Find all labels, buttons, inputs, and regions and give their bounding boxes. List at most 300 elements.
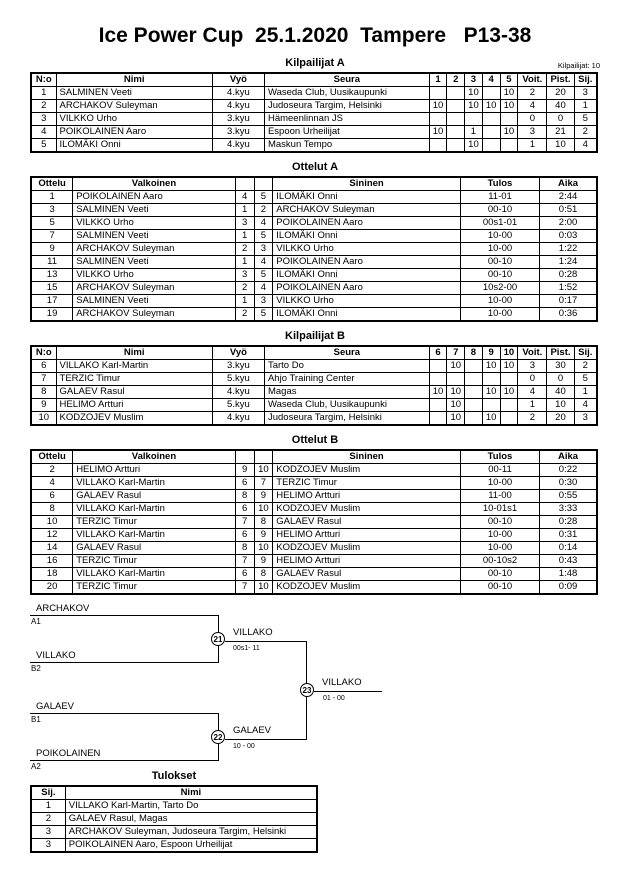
blue-player: HELIMO Artturi xyxy=(273,529,461,542)
col-header-match: Ottelu xyxy=(31,450,73,464)
match-row xyxy=(31,477,597,490)
match-time: 1:48 xyxy=(540,568,597,581)
result-row xyxy=(31,800,317,813)
match-number: 4 xyxy=(31,477,73,490)
white-player-number: 4 xyxy=(235,191,254,204)
match-number: 12 xyxy=(31,529,73,542)
bracket-line xyxy=(30,713,219,714)
grid-score xyxy=(465,373,483,386)
grid-score: 10 xyxy=(447,412,465,426)
grid-score xyxy=(429,87,447,100)
white-player-number: 1 xyxy=(235,295,254,308)
grid-score: 10 xyxy=(482,100,500,113)
col-header-wins: Voit. xyxy=(518,346,547,360)
grid-score: 10 xyxy=(482,386,500,399)
competitor-club: Waseda Club, Uusikaupunki xyxy=(264,87,429,100)
grid-score: 10 xyxy=(500,100,518,113)
bracket-line xyxy=(225,641,307,642)
competitor-row xyxy=(31,139,597,153)
competitor-name: ILOMÄKI Onni xyxy=(56,139,212,153)
competitor-name: ARCHAKOV Suleyman xyxy=(56,100,212,113)
white-player-number: 1 xyxy=(235,204,254,217)
competitor-number: 1 xyxy=(31,87,56,100)
grid-score: 10 xyxy=(500,360,518,373)
competitor-place: 1 xyxy=(574,100,597,113)
grid-score: 10 xyxy=(500,126,518,139)
match-22-circle: 22 xyxy=(211,730,225,744)
col-header-time: Aika xyxy=(540,177,597,191)
match-result: 10-00 xyxy=(460,477,539,490)
grid-score: 10 xyxy=(429,100,447,113)
match-row xyxy=(31,230,597,243)
blue-player: POIKOLAINEN Aaro xyxy=(273,256,461,269)
match-number: 2 xyxy=(31,464,73,477)
blue-player: ARCHAKOV Suleyman xyxy=(273,204,461,217)
competitor-wins: 3 xyxy=(518,360,547,373)
group-a-header-row xyxy=(31,73,597,87)
competitor-place: 2 xyxy=(574,126,597,139)
col-header-opp9: 9 xyxy=(482,346,500,360)
competitor-number: 5 xyxy=(31,139,56,153)
result-row xyxy=(31,826,317,839)
white-player: POIKOLAINEN Aaro xyxy=(73,191,236,204)
match-row xyxy=(31,529,597,542)
match-number: 6 xyxy=(31,490,73,503)
match-row xyxy=(31,542,597,555)
white-player-number: 7 xyxy=(235,516,254,529)
competitor-club: Judoseura Targim, Helsinki xyxy=(264,412,429,426)
grid-score: 10 xyxy=(482,360,500,373)
competitor-number: 9 xyxy=(31,399,56,412)
col-header-blue: Sininen xyxy=(273,177,461,191)
competitor-belt: 5.kyu xyxy=(212,373,264,386)
grid-score: 10 xyxy=(429,126,447,139)
competitor-wins: 3 xyxy=(518,126,547,139)
match-time: 2:44 xyxy=(540,191,597,204)
group-a-heading-row xyxy=(30,56,600,70)
col-header-opp4: 4 xyxy=(482,73,500,87)
bracket-semi2-top-seed: B1 xyxy=(31,715,41,724)
bracket-semi1-winner: VILLAKO xyxy=(233,627,273,638)
white-player: SALMINEN Veeti xyxy=(73,256,236,269)
competitor-points: 10 xyxy=(547,139,574,153)
grid-score xyxy=(465,113,483,126)
grid-score xyxy=(447,126,465,139)
match-row xyxy=(31,256,597,269)
blue-player: VILKKO Urho xyxy=(273,243,461,256)
competitor-points: 30 xyxy=(547,360,574,373)
white-player-number: 2 xyxy=(235,308,254,322)
match-result: 10s2-00 xyxy=(460,282,539,295)
competitor-wins: 1 xyxy=(518,139,547,153)
match-number: 7 xyxy=(31,230,73,243)
blue-player-number: 5 xyxy=(254,230,273,243)
match-row xyxy=(31,568,597,581)
grid-score: 10 xyxy=(482,412,500,426)
competitor-points: 20 xyxy=(547,412,574,426)
grid-score xyxy=(429,399,447,412)
blue-player: ILOMÄKI Onni xyxy=(273,230,461,243)
white-player-number: 2 xyxy=(235,243,254,256)
col-header-opp8: 8 xyxy=(465,346,483,360)
competitor-club: Waseda Club, Uusikaupunki xyxy=(264,399,429,412)
match-number: 14 xyxy=(31,542,73,555)
grid-score xyxy=(500,373,518,386)
page-title: Ice Power Cup 25.1.2020 Tampere P13-38 xyxy=(98,24,532,47)
col-header-blue-no xyxy=(254,450,273,464)
white-player: TERZIC Timur xyxy=(73,516,236,529)
blue-player: VILKKO Urho xyxy=(273,295,461,308)
competitor-place: 2 xyxy=(574,360,597,373)
bracket-semi1-bottom-name: VILLAKO xyxy=(36,650,76,661)
match-time: 0:03 xyxy=(540,230,597,243)
col-header-belt: Vyö xyxy=(212,73,264,87)
col-header-opp3: 3 xyxy=(465,73,483,87)
competitor-name: TERZIC Timur xyxy=(56,373,212,386)
white-player-number: 7 xyxy=(235,581,254,595)
match-number: 5 xyxy=(31,217,73,230)
competitor-belt: 3.kyu xyxy=(212,360,264,373)
competitor-club: Judoseura Targim, Helsinki xyxy=(264,100,429,113)
competitor-place: 5 xyxy=(574,113,597,126)
col-header-no: N:o xyxy=(31,346,56,360)
white-player-number: 8 xyxy=(235,490,254,503)
blue-player-number: 10 xyxy=(254,581,273,595)
blue-player: GALAEV Rasul xyxy=(273,516,461,529)
match-result: 00-11 xyxy=(460,464,539,477)
competitor-place: 4 xyxy=(574,139,597,153)
match-time: 2:00 xyxy=(540,217,597,230)
white-player: TERZIC Timur xyxy=(73,555,236,568)
bracket-line xyxy=(225,739,307,740)
match-number: 17 xyxy=(31,295,73,308)
grid-score xyxy=(465,412,483,426)
bracket-semi2-bottom-seed: A2 xyxy=(31,762,41,771)
competitor-name: SALMINEN Veeti xyxy=(56,87,212,100)
white-player-number: 1 xyxy=(235,230,254,243)
col-header-club: Seura xyxy=(264,73,429,87)
competitor-name: KODZOJEV Muslim xyxy=(56,412,212,426)
competitor-belt: 4.kyu xyxy=(212,139,264,153)
blue-player-number: 5 xyxy=(254,308,273,322)
match-number: 16 xyxy=(31,555,73,568)
blue-player: KODZOJEV Muslim xyxy=(273,542,461,555)
competitor-club: Magas xyxy=(264,386,429,399)
competitor-wins: 0 xyxy=(518,373,547,386)
competitor-number: 2 xyxy=(31,100,56,113)
grid-score xyxy=(482,139,500,153)
group-a-table xyxy=(30,72,598,153)
competitor-points: 20 xyxy=(547,87,574,100)
competitor-points: 10 xyxy=(547,399,574,412)
col-header-place: Sij. xyxy=(574,346,597,360)
white-player-number: 3 xyxy=(235,269,254,282)
grid-score: 10 xyxy=(500,87,518,100)
medal-bracket xyxy=(30,602,600,771)
white-player-number: 6 xyxy=(235,529,254,542)
white-player: SALMINEN Veeti xyxy=(73,204,236,217)
match-number: 19 xyxy=(31,308,73,322)
match-number: 1 xyxy=(31,191,73,204)
col-header-name: Nimi xyxy=(56,73,212,87)
competitor-row xyxy=(31,386,597,399)
match-result: 00-10 xyxy=(460,204,539,217)
grid-score xyxy=(500,412,518,426)
match-number: 15 xyxy=(31,282,73,295)
match-number: 9 xyxy=(31,243,73,256)
white-player: VILLAKO Karl-Martin xyxy=(73,503,236,516)
competitor-wins: 2 xyxy=(518,412,547,426)
competitor-number: 6 xyxy=(31,360,56,373)
white-player-number: 7 xyxy=(235,555,254,568)
match-result: 00-10 xyxy=(460,269,539,282)
grid-score: 10 xyxy=(465,100,483,113)
match-row xyxy=(31,217,597,230)
matches-a-heading-row xyxy=(30,160,600,174)
white-player: GALAEV Rasul xyxy=(73,490,236,503)
match-time: 1:22 xyxy=(540,243,597,256)
grid-score: 10 xyxy=(447,360,465,373)
grid-score xyxy=(447,100,465,113)
col-header-points: Pist. xyxy=(547,346,574,360)
blue-player: KODZOJEV Muslim xyxy=(273,464,461,477)
competitor-wins: 4 xyxy=(518,100,547,113)
competitor-row xyxy=(31,360,597,373)
competitor-club: Maskun Tempo xyxy=(264,139,429,153)
match-21-circle: 21 xyxy=(211,632,225,646)
competitor-club: Tarto Do xyxy=(264,360,429,373)
competitor-row xyxy=(31,399,597,412)
blue-player-number: 2 xyxy=(254,204,273,217)
competitor-number: 7 xyxy=(31,373,56,386)
grid-score xyxy=(482,126,500,139)
bracket-semi2-winner: GALAEV xyxy=(233,725,272,736)
col-header-name: Nimi xyxy=(65,786,317,800)
match-time: 0:36 xyxy=(540,308,597,322)
bracket-final-score: 01 - 00 xyxy=(323,695,345,702)
result-place: 2 xyxy=(31,813,65,826)
blue-player-number: 3 xyxy=(254,243,273,256)
blue-player: POIKOLAINEN Aaro xyxy=(273,282,461,295)
competitor-number: 10 xyxy=(31,412,56,426)
bracket-line xyxy=(30,662,219,663)
white-player: ARCHAKOV Suleyman xyxy=(73,308,236,322)
match-time: 1:24 xyxy=(540,256,597,269)
result-place: 3 xyxy=(31,839,65,853)
competitor-row xyxy=(31,100,597,113)
results-table xyxy=(30,785,318,853)
competitor-belt: 3.kyu xyxy=(212,126,264,139)
grid-score xyxy=(429,373,447,386)
group-b-heading: Kilpailijat B xyxy=(285,330,345,342)
grid-score xyxy=(429,360,447,373)
competitor-row xyxy=(31,373,597,386)
match-time: 0:30 xyxy=(540,477,597,490)
match-number: 20 xyxy=(31,581,73,595)
competitor-place: 3 xyxy=(574,412,597,426)
blue-player-number: 10 xyxy=(254,503,273,516)
blue-player-number: 8 xyxy=(254,568,273,581)
grid-score xyxy=(465,386,483,399)
match-result: 10-00 xyxy=(460,243,539,256)
white-player: VILLAKO Karl-Martin xyxy=(73,568,236,581)
col-header-white-no xyxy=(235,450,254,464)
col-header-opp7: 7 xyxy=(447,346,465,360)
match-result: 11-01 xyxy=(460,191,539,204)
match-row xyxy=(31,295,597,308)
competitor-name: GALAEV Rasul xyxy=(56,386,212,399)
bracket-final-winner: VILLAKO xyxy=(322,677,362,688)
competitor-belt: 4.kyu xyxy=(212,100,264,113)
competitor-number: 8 xyxy=(31,386,56,399)
blue-player-number: 4 xyxy=(254,282,273,295)
white-player-number: 3 xyxy=(235,217,254,230)
competitor-belt: 4.kyu xyxy=(212,412,264,426)
grid-score xyxy=(500,113,518,126)
matches-a-heading: Ottelut A xyxy=(291,161,339,173)
grid-score: 10 xyxy=(429,386,447,399)
col-header-white: Valkoinen xyxy=(73,177,236,191)
match-result: 00-10 xyxy=(460,581,539,595)
competitor-row xyxy=(31,87,597,100)
col-header-opp6: 6 xyxy=(429,346,447,360)
blue-player-number: 10 xyxy=(254,464,273,477)
col-header-name: Nimi xyxy=(56,346,212,360)
match-result: 00s1-01 xyxy=(460,217,539,230)
grid-score xyxy=(465,399,483,412)
blue-player: KODZOJEV Muslim xyxy=(273,503,461,516)
match-row xyxy=(31,581,597,595)
white-player-number: 6 xyxy=(235,477,254,490)
blue-player-number: 8 xyxy=(254,516,273,529)
blue-player-number: 7 xyxy=(254,477,273,490)
col-header-opp2: 2 xyxy=(447,73,465,87)
competitor-wins: 2 xyxy=(518,87,547,100)
blue-player: HELIMO Artturi xyxy=(273,555,461,568)
match-number: 8 xyxy=(31,503,73,516)
grid-score xyxy=(429,113,447,126)
bracket-semi2-score: 10 - 00 xyxy=(233,743,255,750)
white-player: SALMINEN Veeti xyxy=(73,295,236,308)
group-b-heading-row xyxy=(30,329,600,343)
grid-score: 10 xyxy=(465,87,483,100)
grid-score xyxy=(447,139,465,153)
white-player: HELIMO Artturi xyxy=(73,464,236,477)
match-row xyxy=(31,464,597,477)
white-player-number: 2 xyxy=(235,282,254,295)
competitor-row xyxy=(31,113,597,126)
col-header-belt: Vyö xyxy=(212,346,264,360)
match-row xyxy=(31,516,597,529)
bracket-semi1-top-seed: A1 xyxy=(31,617,41,626)
matches-a-table xyxy=(30,176,598,322)
col-header-club: Seura xyxy=(264,346,429,360)
col-header-blue-no xyxy=(254,177,273,191)
match-number: 13 xyxy=(31,269,73,282)
competitor-wins: 0 xyxy=(518,113,547,126)
white-player-number: 6 xyxy=(235,503,254,516)
blue-player: KODZOJEV Muslim xyxy=(273,581,461,595)
competitor-belt: 4.kyu xyxy=(212,87,264,100)
result-name: ARCHAKOV Suleyman, Judoseura Targim, Helsinki xyxy=(65,826,317,839)
bracket-line xyxy=(30,615,219,616)
blue-player: POIKOLAINEN Aaro xyxy=(273,217,461,230)
grid-score xyxy=(447,373,465,386)
col-header-points: Pist. xyxy=(547,73,574,87)
blue-player-number: 5 xyxy=(254,269,273,282)
blue-player-number: 4 xyxy=(254,217,273,230)
grid-score xyxy=(447,87,465,100)
competitor-place: 4 xyxy=(574,399,597,412)
grid-score xyxy=(447,113,465,126)
competitor-wins: 1 xyxy=(518,399,547,412)
match-row xyxy=(31,191,597,204)
match-row xyxy=(31,204,597,217)
competitor-points: 21 xyxy=(547,126,574,139)
grid-score xyxy=(500,139,518,153)
match-result: 00-10 xyxy=(460,568,539,581)
match-result: 10-00 xyxy=(460,529,539,542)
match-number: 18 xyxy=(31,568,73,581)
blue-player: TERZIC Timur xyxy=(273,477,461,490)
bracket-line xyxy=(314,691,382,692)
blue-player: HELIMO Artturi xyxy=(273,490,461,503)
result-row xyxy=(31,813,317,826)
match-number: 3 xyxy=(31,204,73,217)
col-header-opp5: 5 xyxy=(500,73,518,87)
match-time: 0:31 xyxy=(540,529,597,542)
grid-score xyxy=(482,399,500,412)
white-player: VILLAKO Karl-Martin xyxy=(73,529,236,542)
match-result: 00-10 xyxy=(460,516,539,529)
white-player: VILKKO Urho xyxy=(73,217,236,230)
match-time: 0:14 xyxy=(540,542,597,555)
grid-score xyxy=(482,373,500,386)
match-number: 11 xyxy=(31,256,73,269)
match-time: 0:22 xyxy=(540,464,597,477)
col-header-white-no xyxy=(235,177,254,191)
match-row xyxy=(31,308,597,322)
blue-player-number: 9 xyxy=(254,555,273,568)
competitor-name: HELIMO Artturi xyxy=(56,399,212,412)
blue-player: ILOMÄKI Onni xyxy=(273,308,461,322)
white-player: ARCHAKOV Suleyman xyxy=(73,243,236,256)
match-time: 3:33 xyxy=(540,503,597,516)
group-b-table xyxy=(30,345,598,426)
match-time: 0:28 xyxy=(540,516,597,529)
results-header-row xyxy=(31,786,317,800)
blue-player-number: 9 xyxy=(254,490,273,503)
competitor-belt: 4.kyu xyxy=(212,386,264,399)
match-time: 0:43 xyxy=(540,555,597,568)
competitor-club: Ahjo Training Center xyxy=(264,373,429,386)
match-time: 0:55 xyxy=(540,490,597,503)
competitor-place: 1 xyxy=(574,386,597,399)
white-player: ARCHAKOV Suleyman xyxy=(73,282,236,295)
grid-score xyxy=(429,139,447,153)
match-result: 00-10 xyxy=(460,256,539,269)
grid-score xyxy=(429,412,447,426)
bracket-line xyxy=(30,760,219,761)
result-place: 1 xyxy=(31,800,65,813)
competitor-wins: 4 xyxy=(518,386,547,399)
match-23-circle: 23 xyxy=(300,683,314,697)
bracket-semi2-bottom-name: POIKOLAINEN xyxy=(36,748,101,759)
match-row xyxy=(31,555,597,568)
competitor-belt: 5.kyu xyxy=(212,399,264,412)
grid-score: 10 xyxy=(447,386,465,399)
matches-b-heading-row xyxy=(30,433,600,447)
